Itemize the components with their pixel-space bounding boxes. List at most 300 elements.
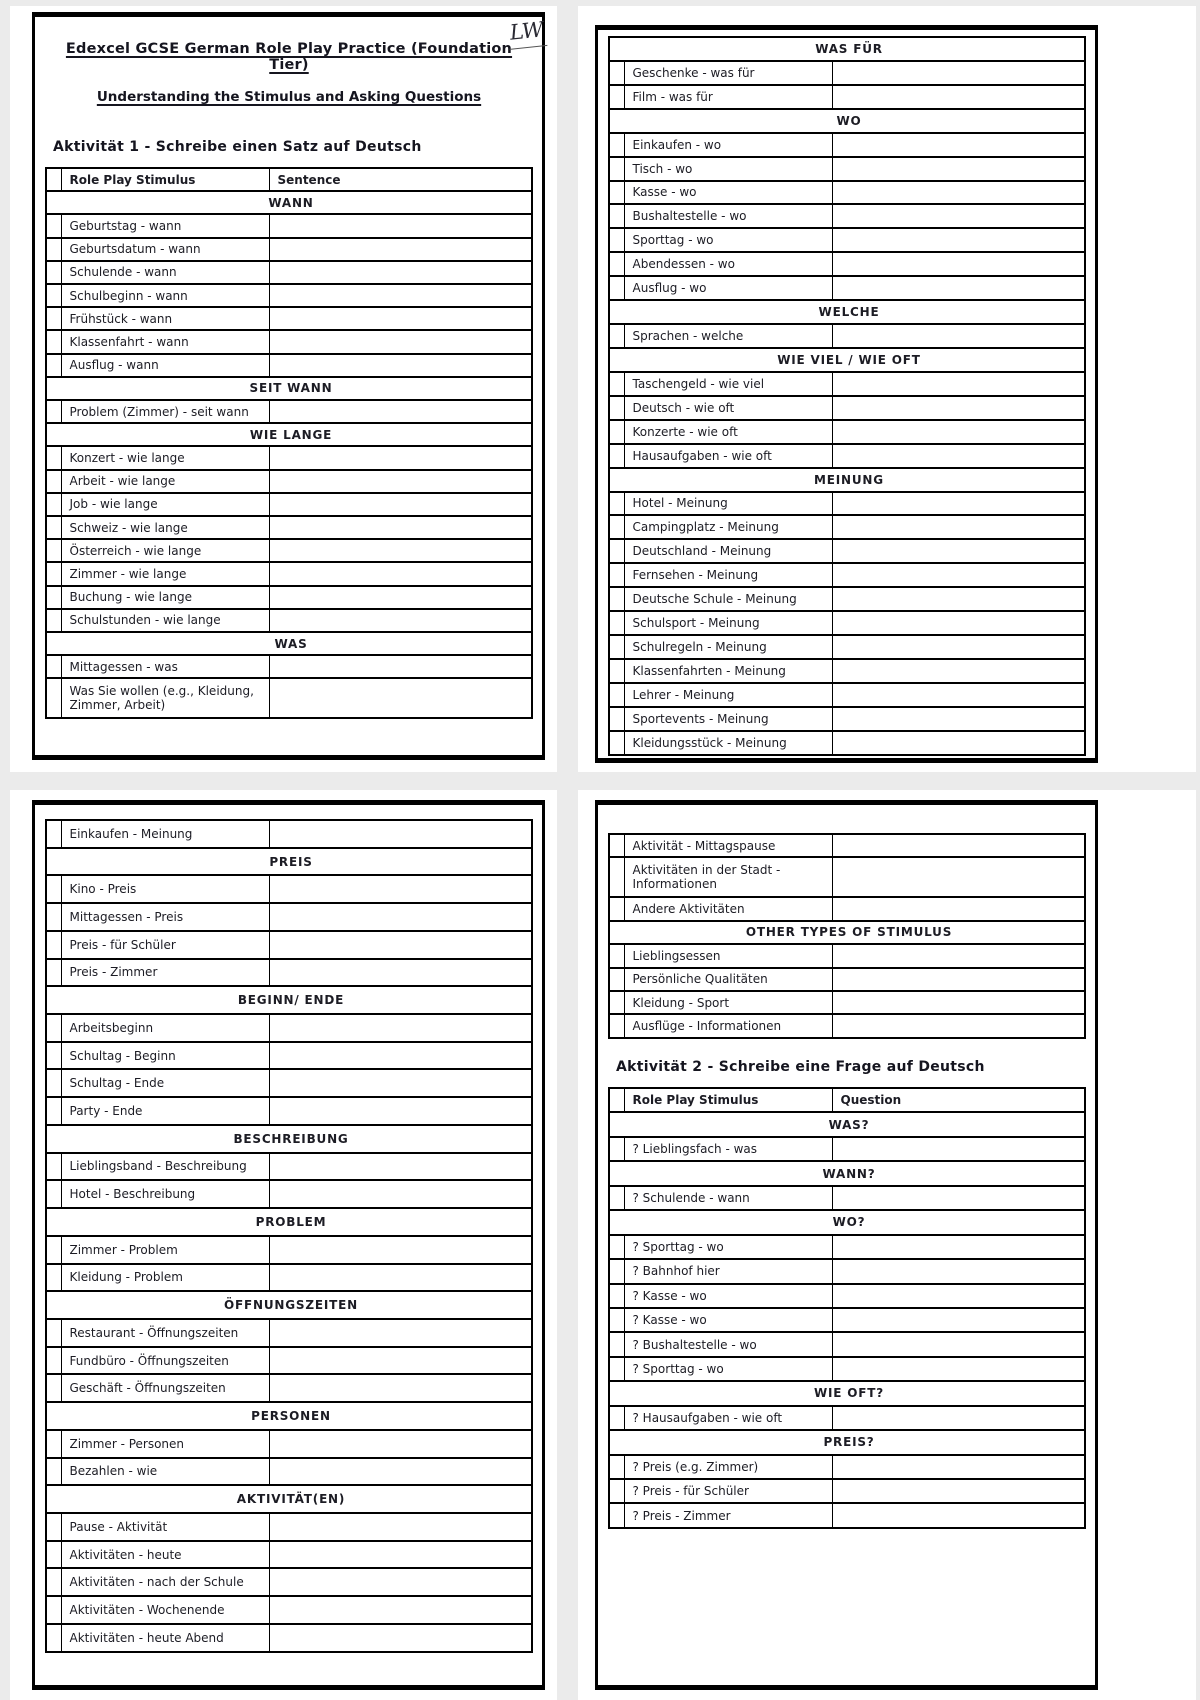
stimulus-row (46, 354, 532, 377)
stimulus-label: ? Sporttag - wo (624, 1235, 832, 1259)
answer-blank (832, 396, 1085, 420)
row-margin-cell (46, 516, 61, 539)
answer-blank (832, 1137, 1085, 1161)
section-header: WIE OFT? (609, 1381, 1085, 1405)
answer-blank (269, 959, 532, 987)
stimulus-row (609, 276, 1085, 300)
row-margin-cell (46, 820, 61, 848)
answer-blank (269, 1042, 532, 1070)
stimulus-row (609, 587, 1085, 611)
row-margin-cell (46, 1014, 61, 1042)
stimulus-row (46, 1596, 532, 1624)
row-margin-cell (46, 446, 61, 469)
answer-blank (269, 1264, 532, 1292)
document-subtitle: Understanding the Stimulus and Asking Questions (96, 89, 482, 105)
row-margin-cell (609, 1186, 624, 1210)
answer-blank (269, 214, 532, 237)
activity-2-table (608, 1087, 1086, 1529)
answer-blank (832, 944, 1085, 967)
answer-blank (269, 820, 532, 848)
answer-blank (269, 470, 532, 493)
stimulus-row (609, 611, 1085, 635)
answer-blank (269, 1180, 532, 1208)
answer-blank (832, 897, 1085, 920)
section-header: WELCHE (609, 300, 1085, 324)
row-margin-cell (46, 1568, 61, 1596)
row-margin-cell (46, 238, 61, 261)
row-margin-cell (46, 678, 61, 718)
answer-blank (832, 157, 1085, 181)
stimulus-label: ? Hausaufgaben - wie oft (624, 1406, 832, 1430)
stimulus-row (609, 857, 1085, 897)
section-header: MEINUNG (609, 468, 1085, 492)
stimulus-row (609, 539, 1085, 563)
answer-blank (269, 1458, 532, 1486)
answer-blank (269, 307, 532, 330)
answer-blank (269, 1153, 532, 1181)
answer-blank (269, 655, 532, 678)
stimulus-label: Mittagessen - was (61, 655, 269, 678)
stimulus-row (609, 228, 1085, 252)
answer-blank (832, 707, 1085, 731)
answer-blank (832, 1259, 1085, 1283)
stimulus-label: Zimmer - Personen (61, 1430, 269, 1458)
row-margin-cell (609, 1137, 624, 1161)
section-header-row (46, 1125, 532, 1153)
stimulus-row (46, 400, 532, 423)
stimulus-label: Lieblingsessen (624, 944, 832, 967)
handwritten-initials-logo: LW (507, 17, 548, 50)
answer-blank (832, 61, 1085, 85)
answer-blank (269, 875, 532, 903)
section-header: PERSONEN (46, 1402, 532, 1430)
stimulus-row (46, 1374, 532, 1402)
answer-blank (269, 400, 532, 423)
stimulus-row (609, 324, 1085, 348)
row-margin-cell (46, 470, 61, 493)
section-header: PREIS? (609, 1430, 1085, 1454)
stimulus-label: Zimmer - wie lange (61, 562, 269, 585)
section-header: BEGINN/ ENDE (46, 986, 532, 1014)
stimulus-label: Österreich - wie lange (61, 539, 269, 562)
stimulus-label: Lehrer - Meinung (624, 683, 832, 707)
answer-blank (269, 562, 532, 585)
answer-blank (832, 444, 1085, 468)
stimulus-row (46, 539, 532, 562)
answer-blank (269, 330, 532, 353)
stimulus-label: ? Kasse - wo (624, 1308, 832, 1332)
stimulus-label: Mittagessen - Preis (61, 903, 269, 931)
answer-blank (832, 635, 1085, 659)
answer-blank (269, 1014, 532, 1042)
row-margin-cell (46, 168, 61, 191)
stimulus-row (609, 444, 1085, 468)
answer-blank (832, 683, 1085, 707)
answer-blank (269, 539, 532, 562)
stimulus-label: Schweiz - wie lange (61, 516, 269, 539)
row-margin-cell (46, 307, 61, 330)
stimulus-row (609, 1455, 1085, 1479)
stimulus-label: Schultag - Ende (61, 1069, 269, 1097)
section-header: WAS FÜR (609, 37, 1085, 61)
stimulus-label: Tisch - wo (624, 157, 832, 181)
stimulus-label: Party - Ende (61, 1097, 269, 1125)
row-margin-cell (609, 1455, 624, 1479)
stimulus-row (46, 678, 532, 718)
row-margin-cell (46, 284, 61, 307)
stimulus-label: Arbeit - wie lange (61, 470, 269, 493)
stimulus-label: Andere Aktivitäten (624, 897, 832, 920)
stimulus-label: Kino - Preis (61, 875, 269, 903)
row-margin-cell (46, 1347, 61, 1375)
stimulus-row (46, 1513, 532, 1541)
stimulus-row (46, 1430, 532, 1458)
answer-blank (832, 587, 1085, 611)
stimulus-label: Einkaufen - Meinung (61, 820, 269, 848)
row-margin-cell (46, 1319, 61, 1347)
stimulus-row (46, 214, 532, 237)
section-header: OTHER TYPES OF STIMULUS (609, 921, 1085, 944)
answer-blank (832, 857, 1085, 897)
section-header: WAS? (609, 1112, 1085, 1136)
section-header: WAS (46, 632, 532, 655)
answer-blank (832, 372, 1085, 396)
row-margin-cell (609, 228, 624, 252)
stimulus-label: ? Schulende - wann (624, 1186, 832, 1210)
stimulus-label: ? Preis (e.g. Zimmer) (624, 1455, 832, 1479)
activity-1-table-end (608, 833, 1086, 1039)
stimulus-label: Kleidungsstück - Meinung (624, 731, 832, 755)
stimulus-label: Pause - Aktivität (61, 1513, 269, 1541)
answer-blank (832, 1332, 1085, 1356)
answer-blank (269, 931, 532, 959)
answer-blank (832, 204, 1085, 228)
row-margin-cell (609, 276, 624, 300)
stimulus-label: Hotel - Beschreibung (61, 1180, 269, 1208)
section-header: WIE LANGE (46, 423, 532, 446)
stimulus-row (609, 181, 1085, 205)
stimulus-row (609, 563, 1085, 587)
stimulus-row (609, 635, 1085, 659)
answer-blank (269, 1347, 532, 1375)
row-margin-cell (609, 1332, 624, 1356)
row-margin-cell (46, 493, 61, 516)
row-margin-cell (46, 1513, 61, 1541)
stimulus-label: Fundbüro - Öffnungszeiten (61, 1347, 269, 1375)
stimulus-label: Aktivitäten - heute Abend (61, 1624, 269, 1652)
answer-blank (832, 731, 1085, 755)
section-header: WANN? (609, 1161, 1085, 1185)
row-margin-cell (609, 834, 624, 857)
section-header: WIE VIEL / WIE OFT (609, 348, 1085, 372)
section-header-row (46, 423, 532, 446)
row-margin-cell (46, 562, 61, 585)
row-margin-cell (609, 204, 624, 228)
stimulus-row (46, 609, 532, 632)
page-4-border (595, 800, 1098, 1690)
answer-blank (832, 420, 1085, 444)
answer-blank (269, 238, 532, 261)
answer-blank (832, 1455, 1085, 1479)
stimulus-row (609, 204, 1085, 228)
stimulus-row (609, 707, 1085, 731)
answer-blank (832, 611, 1085, 635)
stimulus-row (46, 1042, 532, 1070)
answer-blank (832, 515, 1085, 539)
row-margin-cell (46, 354, 61, 377)
row-margin-cell (609, 1406, 624, 1430)
row-margin-cell (609, 157, 624, 181)
stimulus-row (46, 931, 532, 959)
answer-blank (269, 1430, 532, 1458)
stimulus-row (609, 1186, 1085, 1210)
page-2-border (595, 25, 1098, 763)
stimulus-row (609, 85, 1085, 109)
row-margin-cell (609, 252, 624, 276)
answer-blank (269, 903, 532, 931)
answer-blank (832, 492, 1085, 516)
activity-1-table-continued (608, 36, 1086, 756)
row-margin-cell (609, 1284, 624, 1308)
section-header: ÖFFNUNGSZEITEN (46, 1291, 532, 1319)
stimulus-label: Schultag - Beginn (61, 1042, 269, 1070)
stimulus-row (609, 968, 1085, 991)
answer-blank (269, 586, 532, 609)
row-margin-cell (46, 1180, 61, 1208)
row-margin-cell (46, 1541, 61, 1569)
stimulus-row (46, 1541, 532, 1569)
stimulus-row (609, 515, 1085, 539)
row-margin-cell (609, 1308, 624, 1332)
stimulus-label: Sprachen - welche (624, 324, 832, 348)
stimulus-row (46, 1236, 532, 1264)
stimulus-row (609, 1259, 1085, 1283)
row-margin-cell (46, 400, 61, 423)
answer-blank (269, 1069, 532, 1097)
stimulus-row (609, 1357, 1085, 1381)
answer-blank (832, 659, 1085, 683)
stimulus-label: Aktivitäten - nach der Schule (61, 1568, 269, 1596)
row-margin-cell (609, 1014, 624, 1038)
row-margin-cell (46, 959, 61, 987)
row-margin-cell (609, 61, 624, 85)
section-header: WO (609, 109, 1085, 133)
row-margin-cell (46, 586, 61, 609)
stimulus-row (46, 1264, 532, 1292)
stimulus-label: Aktivität - Mittagspause (624, 834, 832, 857)
column-header-row (46, 168, 532, 191)
answer-column-header: Sentence (269, 168, 532, 191)
row-margin-cell (609, 372, 624, 396)
stimulus-row (46, 238, 532, 261)
stimulus-label: Geburtsdatum - wann (61, 238, 269, 261)
answer-blank (269, 609, 532, 632)
stimulus-row (46, 1458, 532, 1486)
stimulus-label: Konzerte - wie oft (624, 420, 832, 444)
stimulus-label: ? Sporttag - wo (624, 1357, 832, 1381)
stimulus-row (46, 875, 532, 903)
answer-blank (269, 516, 532, 539)
worksheet-page-2 (578, 6, 1196, 772)
page-3-border (32, 800, 545, 1690)
stimulus-row (609, 991, 1085, 1014)
activity-1-table (45, 167, 533, 719)
row-margin-cell (609, 944, 624, 967)
stimulus-row (609, 1332, 1085, 1356)
answer-blank (832, 1406, 1085, 1430)
row-margin-cell (609, 1259, 624, 1283)
document-title: Edexcel GCSE German Role Play Practice (Foundation Tier) (65, 41, 513, 73)
activity-1-heading: Aktivität 1 - Schreibe einen Satz auf Deutsch (53, 139, 422, 155)
column-header-row (609, 1088, 1085, 1112)
stimulus-label: Aktivitäten - Wochenende (61, 1596, 269, 1624)
row-margin-cell (46, 1264, 61, 1292)
answer-blank (832, 324, 1085, 348)
stimulus-row (609, 492, 1085, 516)
stimulus-label: Deutschland - Meinung (624, 539, 832, 563)
stimulus-row (609, 133, 1085, 157)
stimulus-row (609, 1284, 1085, 1308)
row-margin-cell (46, 655, 61, 678)
stimulus-label: Zimmer - Problem (61, 1236, 269, 1264)
answer-blank (269, 1319, 532, 1347)
answer-blank (269, 1097, 532, 1125)
stimulus-row (609, 61, 1085, 85)
row-margin-cell (46, 609, 61, 632)
row-margin-cell (609, 181, 624, 205)
stimulus-label: Deutsche Schule - Meinung (624, 587, 832, 611)
stimulus-label: Schulstunden - wie lange (61, 609, 269, 632)
row-margin-cell (46, 1042, 61, 1070)
answer-blank (269, 1374, 532, 1402)
answer-blank (832, 181, 1085, 205)
row-margin-cell (46, 1236, 61, 1264)
stimulus-row (46, 1097, 532, 1125)
stimulus-row (46, 903, 532, 931)
section-header-row (609, 1161, 1085, 1185)
stimulus-label: ? Bahnhof hier (624, 1259, 832, 1283)
stimulus-label: Campingplatz - Meinung (624, 515, 832, 539)
section-header-row (609, 1381, 1085, 1405)
section-header: BESCHREIBUNG (46, 1125, 532, 1153)
answer-column-header: Question (832, 1088, 1085, 1112)
row-margin-cell (46, 1097, 61, 1125)
section-header-row (609, 37, 1085, 61)
stimulus-label: Frühstück - wann (61, 307, 269, 330)
stimulus-label: Bushaltestelle - wo (624, 204, 832, 228)
stimulus-label: ? Preis - Zimmer (624, 1503, 832, 1528)
section-header-row (609, 921, 1085, 944)
section-header-row (609, 468, 1085, 492)
row-margin-cell (609, 324, 624, 348)
stimulus-row (609, 1235, 1085, 1259)
stimulus-row (46, 307, 532, 330)
answer-blank (832, 276, 1085, 300)
section-header-row (46, 1485, 532, 1513)
section-header: PROBLEM (46, 1208, 532, 1236)
row-margin-cell (609, 1479, 624, 1503)
stimulus-row (46, 1319, 532, 1347)
section-header: WANN (46, 191, 532, 214)
stimulus-label: Preis - für Schüler (61, 931, 269, 959)
stimulus-label: Geschenke - was für (624, 61, 832, 85)
stimulus-label: Buchung - wie lange (61, 586, 269, 609)
answer-blank (269, 1596, 532, 1624)
stimulus-label: Geschäft - Öffnungszeiten (61, 1374, 269, 1402)
stimulus-label: Sporttag - wo (624, 228, 832, 252)
stimulus-row (609, 1503, 1085, 1528)
section-header: AKTIVITÄT(EN) (46, 1485, 532, 1513)
row-margin-cell (609, 1235, 624, 1259)
stimulus-row (609, 252, 1085, 276)
worksheet-page-1 (10, 6, 557, 772)
activity-2-heading: Aktivität 2 - Schreibe eine Frage auf Deutsch (616, 1059, 985, 1075)
stimulus-label: Fernsehen - Meinung (624, 563, 832, 587)
stimulus-label: Hausaufgaben - wie oft (624, 444, 832, 468)
stimulus-row (46, 1180, 532, 1208)
row-margin-cell (609, 133, 624, 157)
answer-blank (832, 834, 1085, 857)
answer-blank (832, 133, 1085, 157)
row-margin-cell (46, 1153, 61, 1181)
stimulus-row (46, 1069, 532, 1097)
stimulus-row (46, 586, 532, 609)
answer-blank (832, 85, 1085, 109)
answer-blank (832, 1479, 1085, 1503)
section-header-row (46, 632, 532, 655)
stimulus-label: Kasse - wo (624, 181, 832, 205)
stimulus-row (46, 1153, 532, 1181)
stimulus-row (609, 1137, 1085, 1161)
stimulus-label: Restaurant - Öffnungszeiten (61, 1319, 269, 1347)
row-margin-cell (609, 635, 624, 659)
answer-blank (269, 1236, 532, 1264)
row-margin-cell (609, 539, 624, 563)
answer-blank (269, 261, 532, 284)
stimulus-row (609, 1014, 1085, 1038)
row-margin-cell (609, 659, 624, 683)
worksheet-page-3 (10, 790, 557, 1700)
answer-blank (269, 1541, 532, 1569)
stimulus-label: Ausflug - wann (61, 354, 269, 377)
stimulus-row (46, 959, 532, 987)
row-margin-cell (609, 85, 624, 109)
row-margin-cell (46, 261, 61, 284)
answer-blank (832, 252, 1085, 276)
stimulus-row (46, 284, 532, 307)
stimulus-label: Taschengeld - wie viel (624, 372, 832, 396)
stimulus-label: Bezahlen - wie (61, 1458, 269, 1486)
stimulus-row (609, 944, 1085, 967)
stimulus-row (609, 659, 1085, 683)
stimulus-row (609, 420, 1085, 444)
stimulus-label: Einkaufen - wo (624, 133, 832, 157)
stimulus-row (46, 261, 532, 284)
stimulus-row (46, 1347, 532, 1375)
answer-blank (832, 539, 1085, 563)
stimulus-label: Klassenfahrten - Meinung (624, 659, 832, 683)
row-margin-cell (609, 396, 624, 420)
stimulus-label: Schulsport - Meinung (624, 611, 832, 635)
answer-blank (269, 1568, 532, 1596)
answer-blank (832, 1235, 1085, 1259)
activity-1-table-continued-2 (45, 819, 533, 1653)
row-margin-cell (609, 611, 624, 635)
stimulus-label: Problem (Zimmer) - seit wann (61, 400, 269, 423)
stimulus-label: Arbeitsbeginn (61, 1014, 269, 1042)
stimulus-label: Aktivitäten - heute (61, 1541, 269, 1569)
stimulus-label: Geburtstag - wann (61, 214, 269, 237)
